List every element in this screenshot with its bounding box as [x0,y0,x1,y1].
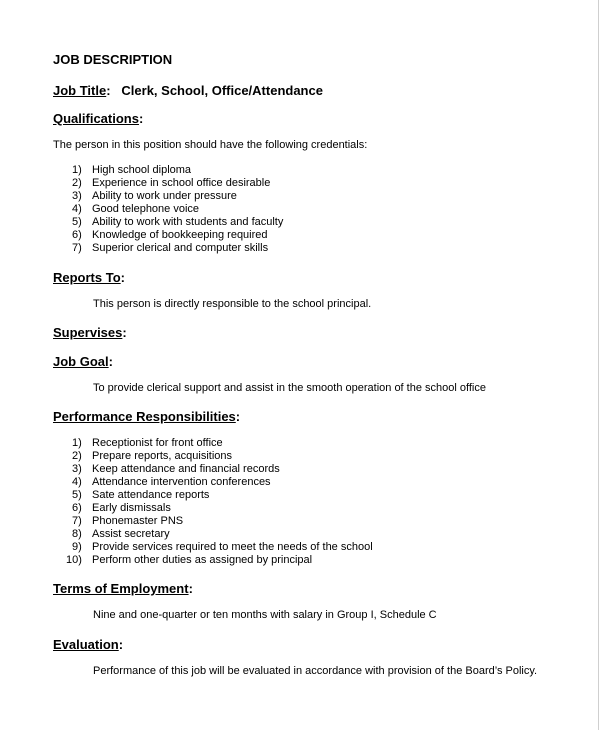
list-item-text: Assist secretary [92,528,170,540]
list-item [66,554,373,567]
list-item [72,476,373,489]
list-item-text: Provide services required to meet the needs of the school [92,541,373,553]
list-item-number: 4) [72,476,82,488]
job-goal-label: Job Goal [53,354,109,369]
list-item-number: 6) [72,229,82,241]
qualifications-label: Qualifications [53,111,139,126]
list-item-text: Experience in school office desirable [92,177,271,189]
evaluation-heading [53,637,123,652]
list-item [72,190,283,203]
list-item-number: 1) [72,164,82,176]
list-item [72,177,283,190]
list-item [72,463,373,476]
performance-colon: : [235,409,241,424]
performance-list [66,437,373,567]
qualifications-colon: : [138,111,144,126]
list-item [72,528,373,541]
reports-to-heading [53,270,125,285]
evaluation-label: Evaluation [53,637,119,652]
list-item-number: 8) [72,528,82,540]
list-item-text: Ability to work under pressure [92,190,237,202]
list-item [72,450,373,463]
terms-colon: : [188,581,193,596]
list-item-text: Prepare reports, acquisitions [92,450,233,462]
list-item [72,229,283,242]
terms-heading [53,581,193,596]
reports-to-text: This person is directly responsible to the school principal. [93,298,372,310]
list-item-text: Good telephone voice [92,203,200,215]
list-item [72,437,373,450]
list-item [72,164,283,177]
job-goal-heading [53,354,113,369]
list-item [72,203,283,216]
list-item-text: Early dismissals [92,502,171,514]
list-item [72,242,283,255]
list-item [72,216,283,229]
list-item-number: 9) [72,541,82,553]
list-item-number: 2) [72,177,82,189]
list-item-number: 5) [72,489,82,501]
list-item [72,515,373,528]
supervises-heading [53,325,127,340]
list-item [72,489,373,502]
list-item [72,502,373,515]
list-item-text: Attendance intervention conferences [92,476,271,488]
evaluation-text: Performance of this job will be evaluated in accordance with provision of the Board’s Policy. [93,665,538,677]
list-item-text: Superior clerical and computer skills [92,242,269,254]
qualifications-intro: The person in this position should have the following credentials: [53,139,368,151]
list-item-number: 10) [66,554,82,566]
list-item-text: Sate attendance reports [92,489,210,501]
qualifications-heading [53,111,143,126]
list-item-number: 3) [72,463,82,475]
job-title-colon: : [106,83,111,98]
job-title-line [53,83,323,98]
list-item-text: Phonemaster PNS [92,515,184,527]
list-item-number: 3) [72,190,82,202]
list-item-text: Knowledge of bookkeeping required [92,229,268,241]
list-item-number: 6) [72,502,82,514]
list-item-text: Receptionist for front office [92,437,223,449]
job-goal-text: To provide clerical support and assist in the smooth operation of the school office [93,382,486,394]
list-item-number: 7) [72,242,82,254]
supervises-colon: : [122,325,127,340]
list-item-text: Ability to work with students and faculty [92,216,284,228]
list-item [72,541,373,554]
terms-label: Terms of Employment [53,581,189,596]
list-item-number: 4) [72,203,82,215]
list-item-number: 2) [72,450,82,462]
performance-label: Performance Responsibilities [53,409,236,424]
reports-to-colon: : [120,270,125,285]
supervises-label: Supervises [53,325,123,340]
terms-text: Nine and one-quarter or ten months with salary in Group I, Schedule C [93,609,437,621]
list-item-text: Perform other duties as assigned by principal [92,554,313,566]
list-item-text: High school diploma [92,164,192,176]
reports-to-label: Reports To [53,270,121,285]
job-title-value: Clerk, School, Office/Attendance [121,83,323,98]
job-title-label: Job Title [53,83,107,98]
list-item-number: 1) [72,437,82,449]
list-item-text: Keep attendance and financial records [92,463,280,475]
job-goal-colon: : [108,354,113,369]
qualifications-list [72,164,283,255]
performance-heading [53,409,240,424]
document-title: JOB DESCRIPTION [53,52,173,67]
list-item-number: 7) [72,515,82,527]
list-item-number: 5) [72,216,82,228]
evaluation-colon: : [118,637,124,652]
